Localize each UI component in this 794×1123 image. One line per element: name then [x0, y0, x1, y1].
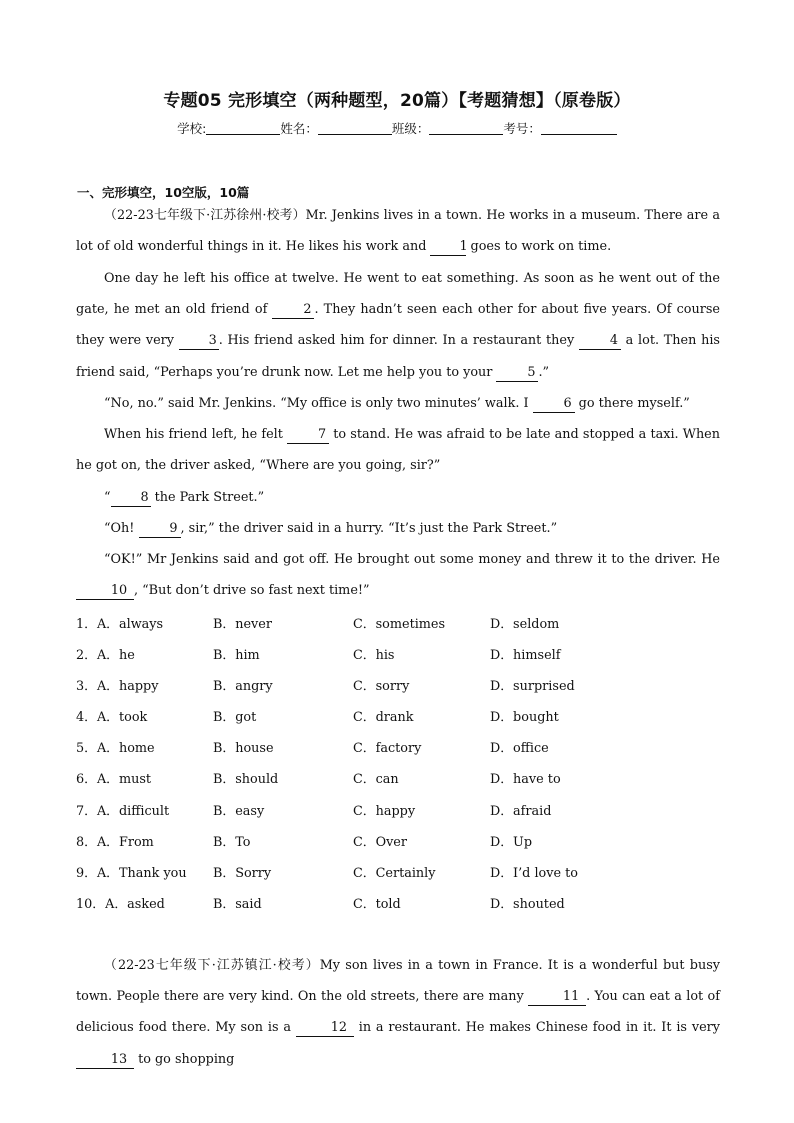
option-row-9: 9．A．Thank you B．Sorry C．Certainly D．I’d love to — [76, 865, 578, 881]
name-field[interactable] — [318, 122, 392, 135]
class-label: 班级： — [391, 121, 430, 136]
blank-7[interactable]: 7 — [287, 427, 329, 444]
number-label: 考号： — [503, 121, 541, 136]
option-row-4: 4．A．took B．got C．drank D．bought — [76, 710, 559, 726]
number-field[interactable] — [541, 122, 617, 135]
option-row-7: 7．A．difficult B．easy C．happy D．afraid — [76, 803, 552, 819]
blank-2[interactable]: 2 — [272, 302, 314, 319]
blank-6[interactable]: 6 — [533, 396, 575, 413]
blank-10[interactable]: 10 — [76, 583, 134, 600]
school-field[interactable] — [206, 122, 280, 135]
section-heading: 一、完形填空，10空版，10篇 — [77, 185, 250, 200]
passage1-paragraph-7: “OK!” Mr Jenkins said and got off. He brought out some money and threw it to the driver. He 10 , “But don’t drive so fast next time!” — [76, 544, 720, 606]
blank-13[interactable]: 13 — [76, 1052, 134, 1069]
class-field[interactable] — [429, 122, 503, 135]
student-info-line — [0, 119, 794, 137]
passage1-paragraph-3: “No, no.” said Mr. Jenkins. “My office is only two minutes’ walk. I 6 go there myself.” — [104, 396, 690, 411]
passage2-paragraph-1: （22-23七年级下·江苏镇江·校考）My son lives in a town in France. It is a wonderful but busy town. People there are very kind. On the old streets, there are many 11 . You can eat a lot of delicious food there. My son is a 12 in a restaurant. He makes Chinese food in it. It is very 13 to go shopping — [76, 958, 721, 1067]
blank-3[interactable]: 3 — [179, 333, 219, 350]
options-list — [76, 607, 720, 918]
blank-5[interactable]: 5 — [496, 365, 538, 382]
blank-12[interactable]: 12 — [296, 1020, 354, 1037]
option-row-1: 1．A．always B．never C．sometimes D．seldom — [76, 617, 560, 632]
option-row-2: 2．A．he B．him C．his D．himself — [76, 648, 561, 664]
option-row-10: 10．A．asked B．said C．told D．shouted — [76, 896, 565, 912]
passage1-paragraph-5: “ 8 the Park Street.” — [104, 490, 265, 505]
document-title: 专题05 完形填空（两种题型，20篇）【考题猜想】（原卷版） — [163, 91, 631, 111]
blank-8[interactable]: 8 — [111, 490, 151, 507]
name-label: 姓名： — [280, 121, 318, 136]
option-row-3: 3．A．happy B．angry C．sorry D．surprised — [76, 679, 575, 695]
option-row-6: 6．A．must B．should C．can D．have to — [76, 772, 561, 788]
passage1-paragraph-1: （22-23七年级下·江苏徐州·校考）Mr. Jenkins lives in a town. He works in a museum. There are a lot of old wonderful things in it. He likes his work and 1 goes to work on time. — [76, 208, 720, 255]
passage1-paragraph-6: “Oh! 9 , sir,” the driver said in a hurry. “It’s just the Park Street.” — [104, 521, 558, 536]
blank-4[interactable]: 4 — [579, 333, 621, 350]
option-row-8: 8．A．From B．To C．Over D．Up — [76, 834, 533, 850]
blank-9[interactable]: 9 — [139, 521, 181, 538]
passage1-paragraph-4: When his friend left, he felt 7 to stand. He was afraid to be late and stopped a taxi. When he got on, the driver asked, “Where are you going, sir?” — [76, 427, 720, 474]
school-label: 学校: — [177, 121, 207, 136]
passage1-paragraph-2: One day he left his office at twelve. He went to eat something. As soon as he went out of the gate, he met an old friend of 2 . They hadn’t seen each other for about five years. Of course they were very 3 . His friend asked him for dinner. In a restaurant they 4 a lot. Then his friend said, “Perhaps you’re drunk now. Let me help you to your 5 .” — [76, 271, 721, 380]
blank-11[interactable]: 11 — [528, 989, 586, 1006]
blank-1[interactable]: 1 — [430, 239, 466, 256]
option-row-5: 5．A．home B．house C．factory D．office — [76, 741, 549, 757]
